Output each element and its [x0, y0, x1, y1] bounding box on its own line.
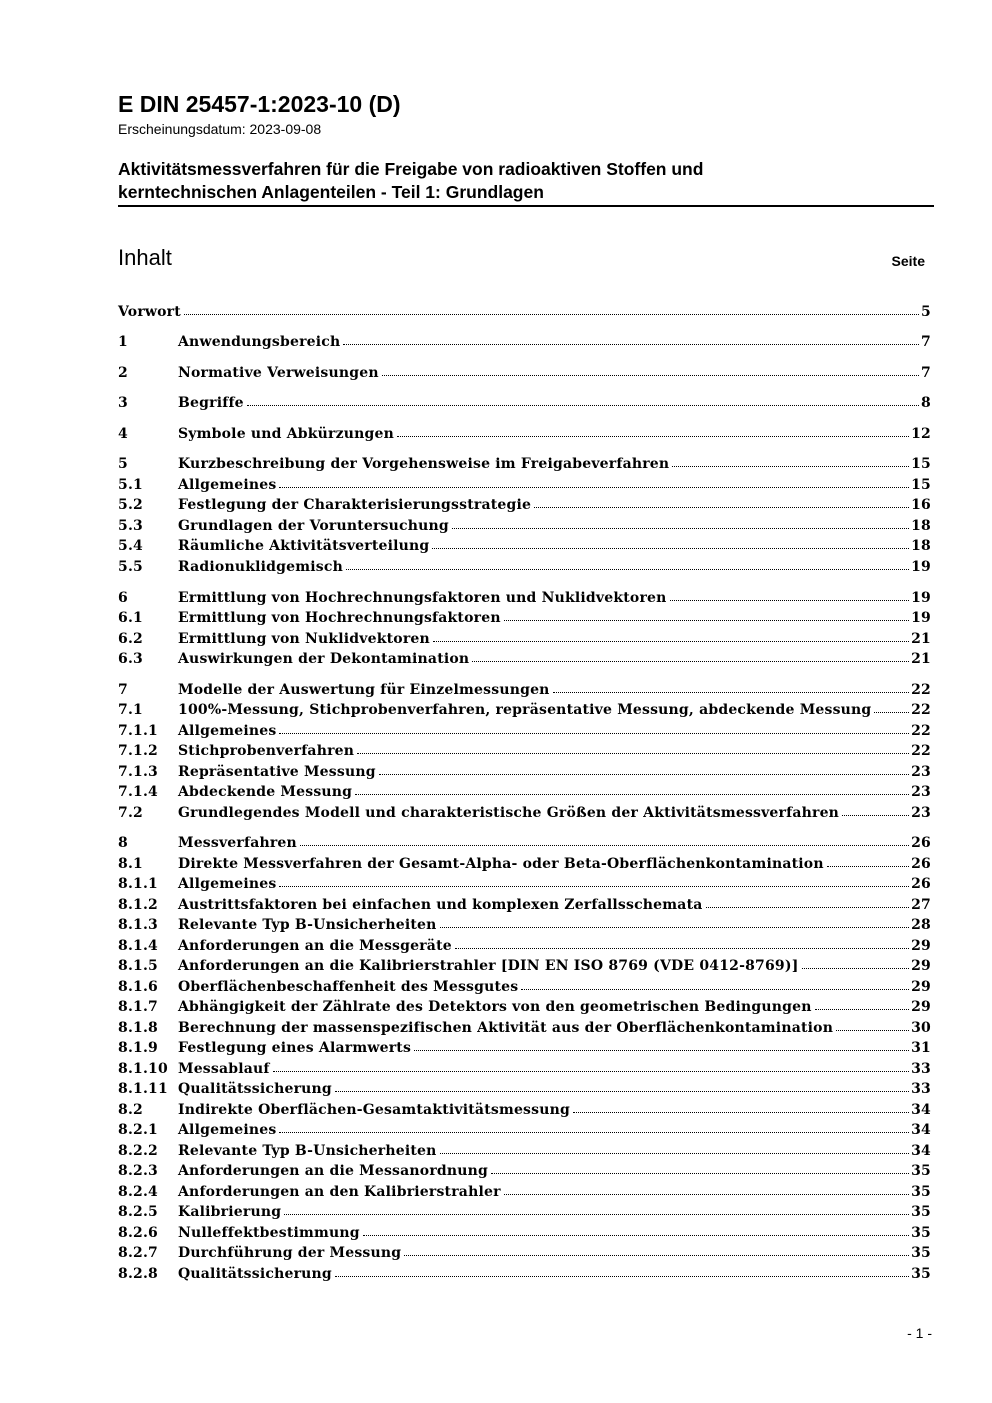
subject-line-1: Aktivitätsmessverfahren für die Freigabe von radioaktiven Stoffen und — [118, 159, 704, 179]
toc-entry[interactable] — [118, 1019, 931, 1038]
toc-entry[interactable] — [118, 1244, 931, 1263]
toc-entry[interactable] — [118, 916, 931, 935]
toc-entry-page: 35 — [911, 1184, 931, 1200]
dot-leader — [491, 1170, 909, 1174]
toc-entry-title: Kalibrierung — [178, 1204, 282, 1220]
toc-entry-title: Festlegung eines Alarmwerts — [178, 1040, 412, 1056]
toc-entry-page: 26 — [911, 856, 931, 872]
toc-entry-number: 7.1 — [118, 702, 143, 718]
dot-leader — [404, 1252, 909, 1256]
toc-entry-number: 8.1.7 — [118, 999, 158, 1015]
toc-entry-title: Durchführung der Messung — [178, 1245, 402, 1261]
toc-entry-number: 6.1 — [118, 610, 143, 626]
dot-leader — [346, 566, 909, 570]
toc-entry-page: 21 — [911, 651, 931, 667]
toc-entry-title: Qualitätssicherung — [178, 1266, 332, 1282]
toc-entry-page: 16 — [911, 497, 931, 513]
toc-entry-page: 35 — [911, 1266, 931, 1282]
toc-entry-number: 7.1.3 — [118, 764, 158, 780]
toc-entry-number: 8.1.8 — [118, 1020, 158, 1036]
toc-entry-number: 1 — [118, 334, 128, 350]
toc-entry-title: Ermittlung von Hochrechnungsfaktoren und Nuklidvektoren — [178, 590, 667, 606]
toc-entry[interactable] — [118, 650, 931, 669]
toc-entry-number: 7 — [118, 682, 128, 698]
toc-entry-title: Oberflächenbeschaffenheit des Messgutes — [178, 979, 519, 995]
toc-entry-number: 8.1 — [118, 856, 143, 872]
toc-entry-number: 5.5 — [118, 559, 143, 575]
toc-entry[interactable] — [118, 476, 931, 495]
toc-entry-page: 19 — [911, 590, 931, 606]
dot-leader — [279, 883, 909, 887]
toc-entry[interactable] — [118, 425, 931, 444]
toc-entry[interactable] — [118, 834, 931, 853]
toc-entry-number: 8.1.5 — [118, 958, 158, 974]
toc-entry-title: Messablauf — [178, 1061, 270, 1077]
page-column-label: Seite — [891, 253, 925, 269]
toc-entry-page: 35 — [911, 1245, 931, 1261]
toc-entry-number: 6.3 — [118, 651, 143, 667]
toc-entry-title: Relevante Typ B-Unsicherheiten — [178, 917, 437, 933]
toc-entry[interactable] — [118, 1142, 931, 1161]
dot-leader — [382, 372, 919, 376]
dot-leader — [827, 863, 909, 867]
toc-entry-number: 6.2 — [118, 631, 143, 647]
dot-leader — [284, 1211, 909, 1215]
toc-entry-title: Ermittlung von Hochrechnungsfaktoren — [178, 610, 501, 626]
toc-entry[interactable] — [118, 896, 931, 915]
toc-entry-number: 8.2.6 — [118, 1225, 158, 1241]
toc-entry[interactable] — [118, 558, 931, 577]
toc-entry-number: 7.1.2 — [118, 743, 158, 759]
toc-heading: Inhalt — [118, 245, 172, 270]
toc-entry-number: 8.2.8 — [118, 1266, 158, 1282]
dot-leader — [335, 1088, 909, 1092]
toc-entry[interactable] — [118, 630, 931, 649]
toc-entry[interactable] — [118, 855, 931, 874]
dot-leader — [874, 709, 909, 713]
dot-leader — [670, 597, 910, 601]
toc-entry-page: 29 — [911, 999, 931, 1015]
toc-entry-page: 34 — [911, 1122, 931, 1138]
dot-leader — [273, 1068, 909, 1072]
dot-leader — [504, 617, 909, 621]
toc-entry-title: Begriffe — [178, 395, 244, 411]
dot-leader — [247, 402, 919, 406]
toc-entry-number: 5.2 — [118, 497, 143, 513]
toc-entry-title: Relevante Typ B-Unsicherheiten — [178, 1143, 437, 1159]
toc-entry[interactable] — [118, 496, 931, 515]
dot-leader — [379, 771, 909, 775]
toc-entry-number: 8.2.3 — [118, 1163, 158, 1179]
dot-leader — [534, 504, 909, 508]
toc-entry-page: 19 — [911, 610, 931, 626]
toc-entry-number: 6 — [118, 590, 128, 606]
toc-entry[interactable] — [118, 998, 931, 1017]
dot-leader — [279, 1129, 909, 1133]
toc-entry-page: 23 — [911, 784, 931, 800]
toc-entry-title: Austrittsfaktoren bei einfachen und komplexen Zerfallsschemata — [178, 897, 703, 913]
toc-entry-number: 5 — [118, 456, 128, 472]
toc-entry[interactable] — [118, 978, 931, 997]
toc-entry-title: Indirekte Oberflächen-Gesamtaktivitätsmessung — [178, 1102, 570, 1118]
toc-entry[interactable] — [118, 1101, 931, 1120]
toc-entry-title: Anforderungen an die Kalibrierstrahler [DIN EN ISO 8769 (VDE 0412-8769)] — [178, 958, 799, 974]
toc-entry[interactable] — [118, 537, 931, 556]
toc-entry[interactable] — [118, 1080, 931, 1099]
toc-entry-number: 8.2.5 — [118, 1204, 158, 1220]
dot-leader — [343, 341, 919, 345]
toc-entry-page: 29 — [911, 979, 931, 995]
toc-entry-page: 12 — [911, 426, 931, 442]
dot-leader — [573, 1109, 909, 1113]
toc-entry-title: Vorwort — [118, 304, 181, 320]
dot-leader — [279, 730, 909, 734]
toc-entry-number: 8.1.10 — [118, 1061, 168, 1077]
toc-entry[interactable] — [118, 589, 931, 608]
toc-entry[interactable] — [118, 303, 931, 322]
toc-entry[interactable] — [118, 609, 931, 628]
toc-entry-number: 8.2.4 — [118, 1184, 158, 1200]
dot-leader — [504, 1191, 909, 1195]
dot-leader — [357, 750, 909, 754]
toc-entry-number: 4 — [118, 426, 128, 442]
toc-entry-page: 23 — [911, 805, 931, 821]
dot-leader — [802, 965, 910, 969]
dot-leader — [300, 842, 909, 846]
toc-entry-page: 28 — [911, 917, 931, 933]
toc-entry-page: 26 — [911, 835, 931, 851]
dot-leader — [706, 904, 910, 908]
dot-leader — [363, 1232, 909, 1236]
toc-entry-number: 7.1.1 — [118, 723, 158, 739]
toc-entry-page: 29 — [911, 938, 931, 954]
toc-entry[interactable] — [118, 875, 931, 894]
toc-entry-number: 8.2.7 — [118, 1245, 158, 1261]
toc-entry-number: 3 — [118, 395, 128, 411]
toc-entry[interactable] — [118, 742, 931, 761]
toc-entry-title: Messverfahren — [178, 835, 297, 851]
toc-entry[interactable] — [118, 1203, 931, 1222]
dot-leader — [440, 924, 910, 928]
toc-entry[interactable] — [118, 937, 931, 956]
toc-entry-number: 8.1.2 — [118, 897, 158, 913]
toc-entry[interactable] — [118, 394, 931, 413]
toc-entry-title: Allgemeines — [178, 477, 277, 493]
toc-entry[interactable] — [118, 1121, 931, 1140]
toc-entry-page: 5 — [921, 304, 931, 320]
dot-leader — [184, 311, 919, 315]
toc-entry[interactable] — [118, 783, 931, 802]
toc-entry[interactable] — [118, 722, 931, 741]
toc-entry-page: 27 — [911, 897, 931, 913]
toc-entry-page: 35 — [911, 1225, 931, 1241]
toc-entry-title: Kurzbeschreibung der Vorgehensweise im Freigabeverfahren — [178, 456, 670, 472]
dot-leader — [455, 945, 909, 949]
dot-leader — [815, 1006, 910, 1010]
toc-entry-title: Festlegung der Charakterisierungsstrategie — [178, 497, 532, 513]
toc-entry-number: 8.1.3 — [118, 917, 158, 933]
toc-entry-page: 19 — [911, 559, 931, 575]
dot-leader — [279, 484, 909, 488]
toc-entry-title: Berechnung der massenspezifischen Aktivität aus der Oberflächenkontamination — [178, 1020, 834, 1036]
toc-entry-page: 18 — [911, 518, 931, 534]
toc-entry-title: Abdeckende Messung — [178, 784, 353, 800]
table-of-contents — [118, 0, 931, 1300]
toc-entry-page: 21 — [911, 631, 931, 647]
toc-entry[interactable] — [118, 804, 931, 823]
toc-entry-page: 15 — [911, 477, 931, 493]
toc-entry[interactable] — [118, 1224, 931, 1243]
toc-entry-page: 23 — [911, 764, 931, 780]
dot-leader — [842, 812, 909, 816]
toc-entry-title: Normative Verweisungen — [178, 365, 379, 381]
toc-entry[interactable] — [118, 957, 931, 976]
toc-entry-page: 34 — [911, 1102, 931, 1118]
toc-entry-number: 8.2.1 — [118, 1122, 158, 1138]
toc-entry-page: 35 — [911, 1163, 931, 1179]
toc-entry-title: Abhängigkeit der Zählrate des Detektors von den geometrischen Bedingungen — [178, 999, 812, 1015]
toc-entry-page: 33 — [911, 1061, 931, 1077]
toc-entry-number: 5.4 — [118, 538, 143, 554]
toc-entry-page: 7 — [921, 365, 931, 381]
toc-entry[interactable] — [118, 455, 931, 474]
dot-leader — [433, 638, 909, 642]
toc-entry[interactable] — [118, 1162, 931, 1181]
toc-entry-page: 18 — [911, 538, 931, 554]
toc-entry-title: Nulleffektbestimmung — [178, 1225, 360, 1241]
toc-entry[interactable] — [118, 681, 931, 700]
toc-entry-number: 8.1.4 — [118, 938, 158, 954]
toc-entry-title: Stichprobenverfahren — [178, 743, 355, 759]
toc-entry-number: 8.2.2 — [118, 1143, 158, 1159]
toc-entry-page: 29 — [911, 958, 931, 974]
toc-entry[interactable] — [118, 1265, 931, 1284]
toc-entry-title: Allgemeines — [178, 723, 277, 739]
toc-entry-title: Ermittlung von Nuklidvektoren — [178, 631, 430, 647]
toc-entry-number: 5.1 — [118, 477, 143, 493]
toc-entry-number: 7.1.4 — [118, 784, 158, 800]
toc-entry-title: Allgemeines — [178, 1122, 277, 1138]
dot-leader — [335, 1273, 909, 1277]
toc-entry-title: Qualitätssicherung — [178, 1081, 332, 1097]
toc-entry-number: 8.1.9 — [118, 1040, 158, 1056]
dot-leader — [355, 791, 909, 795]
toc-entry-number: 2 — [118, 365, 128, 381]
toc-entry[interactable] — [118, 1039, 931, 1058]
toc-entry[interactable] — [118, 364, 931, 383]
toc-entry-title: Anwendungsbereich — [178, 334, 341, 350]
toc-entry-title: Modelle der Auswertung für Einzelmessungen — [178, 682, 550, 698]
toc-entry-title: 100%-Messung, Stichprobenverfahren, repräsentative Messung, abdeckende Messung — [178, 702, 872, 718]
toc-entry-page: 31 — [911, 1040, 931, 1056]
toc-entry-page: 35 — [911, 1204, 931, 1220]
toc-entry[interactable] — [118, 763, 931, 782]
toc-entry-number: 8.1.11 — [118, 1081, 168, 1097]
toc-entry-number: 8.1.6 — [118, 979, 158, 995]
toc-entry-number: 8 — [118, 835, 128, 851]
toc-entry-page: 34 — [911, 1143, 931, 1159]
toc-entry-number: 8.1.1 — [118, 876, 158, 892]
toc-entry-title: Allgemeines — [178, 876, 277, 892]
toc-entry-page: 22 — [911, 723, 931, 739]
toc-entry-title: Anforderungen an die Messanordnung — [178, 1163, 489, 1179]
toc-entry-page: 22 — [911, 682, 931, 698]
dot-leader — [553, 689, 910, 693]
dot-leader — [472, 658, 909, 662]
toc-entry-page: 33 — [911, 1081, 931, 1097]
toc-entry-title: Auswirkungen der Dekontamination — [178, 651, 470, 667]
dot-leader — [397, 433, 909, 437]
toc-entry[interactable] — [118, 1183, 931, 1202]
toc-entry-page: 8 — [921, 395, 931, 411]
toc-entry[interactable] — [118, 517, 931, 536]
page-number: - 1 - — [907, 1325, 932, 1341]
toc-entry-page: 26 — [911, 876, 931, 892]
toc-entry-page: 30 — [911, 1020, 931, 1036]
dot-leader — [521, 986, 909, 990]
toc-entry[interactable] — [118, 1060, 931, 1079]
toc-entry-title: Radionuklidgemisch — [178, 559, 343, 575]
toc-entry[interactable] — [118, 701, 931, 720]
toc-entry-page: 15 — [911, 456, 931, 472]
dot-leader — [440, 1150, 910, 1154]
toc-entry-page: 7 — [921, 334, 931, 350]
toc-entry-title: Symbole und Abkürzungen — [178, 426, 394, 442]
toc-entry-title: Anforderungen an die Messgeräte — [178, 938, 452, 954]
toc-entry-page: 22 — [911, 702, 931, 718]
toc-entry-title: Repräsentative Messung — [178, 764, 376, 780]
toc-entry-number: 8.2 — [118, 1102, 143, 1118]
document-title: E DIN 25457-1:2023-10 (D) — [118, 91, 401, 117]
dot-leader — [452, 525, 909, 529]
publication-date: Erscheinungsdatum: 2023-09-08 — [118, 121, 322, 137]
toc-entry-number: 7.2 — [118, 805, 143, 821]
dot-leader — [672, 463, 909, 467]
dot-leader — [414, 1047, 909, 1051]
toc-entry-title: Direkte Messverfahren der Gesamt-Alpha- oder Beta-Oberflächenkontamination — [178, 856, 824, 872]
toc-entry-title: Räumliche Aktivitätsverteilung — [178, 538, 430, 554]
dot-leader — [836, 1027, 909, 1031]
toc-entry-page: 22 — [911, 743, 931, 759]
toc-entry[interactable] — [118, 333, 931, 352]
toc-entry-title: Grundlagen der Voruntersuchung — [178, 518, 449, 534]
dot-leader — [432, 545, 909, 549]
toc-entry-number: 5.3 — [118, 518, 143, 534]
toc-entry-title: Anforderungen an den Kalibrierstrahler — [178, 1184, 501, 1200]
toc-entry-title: Grundlegendes Modell und charakteristische Größen der Aktivitätsmessverfahren — [178, 805, 840, 821]
subject-line-2: kerntechnischen Anlagenteilen - Teil 1: Grundlagen — [118, 182, 544, 202]
